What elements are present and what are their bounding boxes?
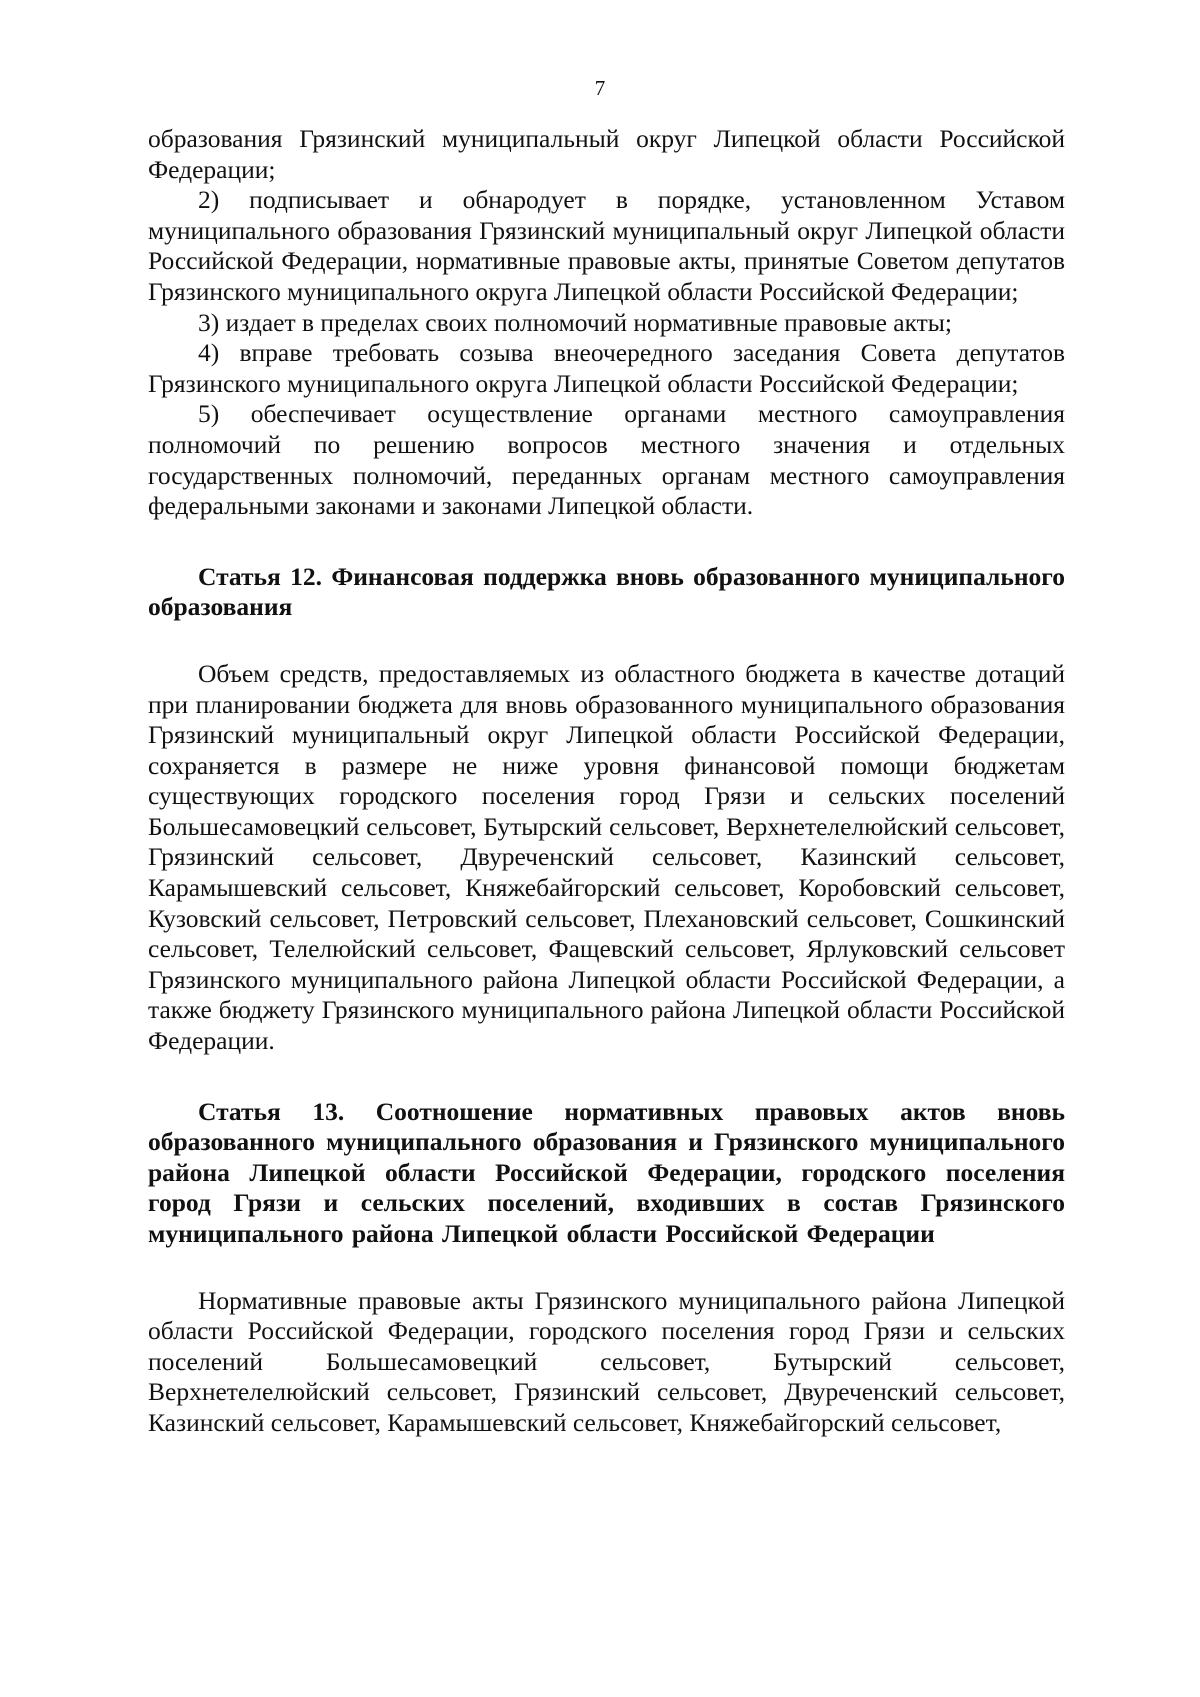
page-number: 7 (594, 76, 606, 100)
article-12-body: Объем средств, предоставляемых из областного бюджета в качестве дотаций при планировании бюджета для вновь образованного муниципального образования Грязинский муниципальный округ Липецкой области Российской Федерации, сохраняется в размере не ниже уровня финансовой помощи бюджетам существующих городского поселения город Грязи и сельских поселений Большесамовецкий сельсовет, Бутырский сельсовет, Верхнетелелюйский сельсовет, Грязинский сельсовет, Двуреченский сельсовет, Казинский сельсовет, Карамышевский сельсовет, Княжебайгорский сельсовет, Коробовский сельсовет, Кузовский сельсовет, Петровский сельсовет, Плехановский сельсовет, Сошкинский сельсовет, Телелюйский сельсовет, Фащевский сельсовет, Ярлуковский сельсовет Грязинского муниципального района Липецкой области Российской Федерации, а также бюджету Грязинского муниципального района Липецкой области Российской Федерации. (148, 658, 1065, 1056)
paragraph-continuation: образования Грязинский муниципальный округ Липецкой области Российской Федерации; (148, 124, 1065, 184)
spacer (148, 1057, 1065, 1097)
document-body (148, 124, 1065, 1439)
article-13-heading: Статья 13. Соотношение нормативных правовых актов вновь образованного муниципального образования и Грязинского муниципального района Липецкой области Российской Федерации, городского поселения город Грязи и сельских поселений, входивших в состав Грязинского муниципального района Липецкой области Российской Федерации (148, 1096, 1065, 1248)
spacer (148, 522, 1065, 562)
article-12-heading: Статья 12. Финансовая поддержка вновь образованного муниципального образования (148, 561, 1065, 622)
paragraph-item-5: 5) обеспечивает осуществление органами местного самоуправления полномочий по решению вопросов местного значения и отдельных государственных полномочий, переданных органам местного самоуправления федеральными законами и законами Липецкой области. (148, 399, 1065, 521)
paragraph-item-2: 2) подписывает и обнародует в порядке, установленном Уставом муниципального образования Грязинский муниципальный округ Липецкой области Российской Федерации, нормативные правовые акты, принятые Советом депутатов Грязинского муниципального округа Липецкой области Российской Федерации; (148, 185, 1065, 306)
paragraph-item-3: 3) издает в пределах своих полномочий нормативные правовые акты; (198, 307, 952, 337)
article-13-body: Нормативные правовые акты Грязинского муниципального района Липецкой области Российской Федерации, городского поселения город Грязи и сельских поселений Большесамовецкий сельсовет, Бутырский сельсовет, Верхнетелелюйский сельсовет, Грязинский сельсовет, Двуреченский сельсовет, Казинский сельсовет, Карамышевский сельсовет, Княжебайгорский сельсовет, (148, 1285, 1065, 1437)
spacer (148, 623, 1065, 659)
spacer (148, 1250, 1065, 1286)
paragraph-item-4: 4) вправе требовать созыва внеочередного заседания Совета депутатов Грязинского муниципального округа Липецкой области Российской Федерации; (148, 338, 1065, 398)
